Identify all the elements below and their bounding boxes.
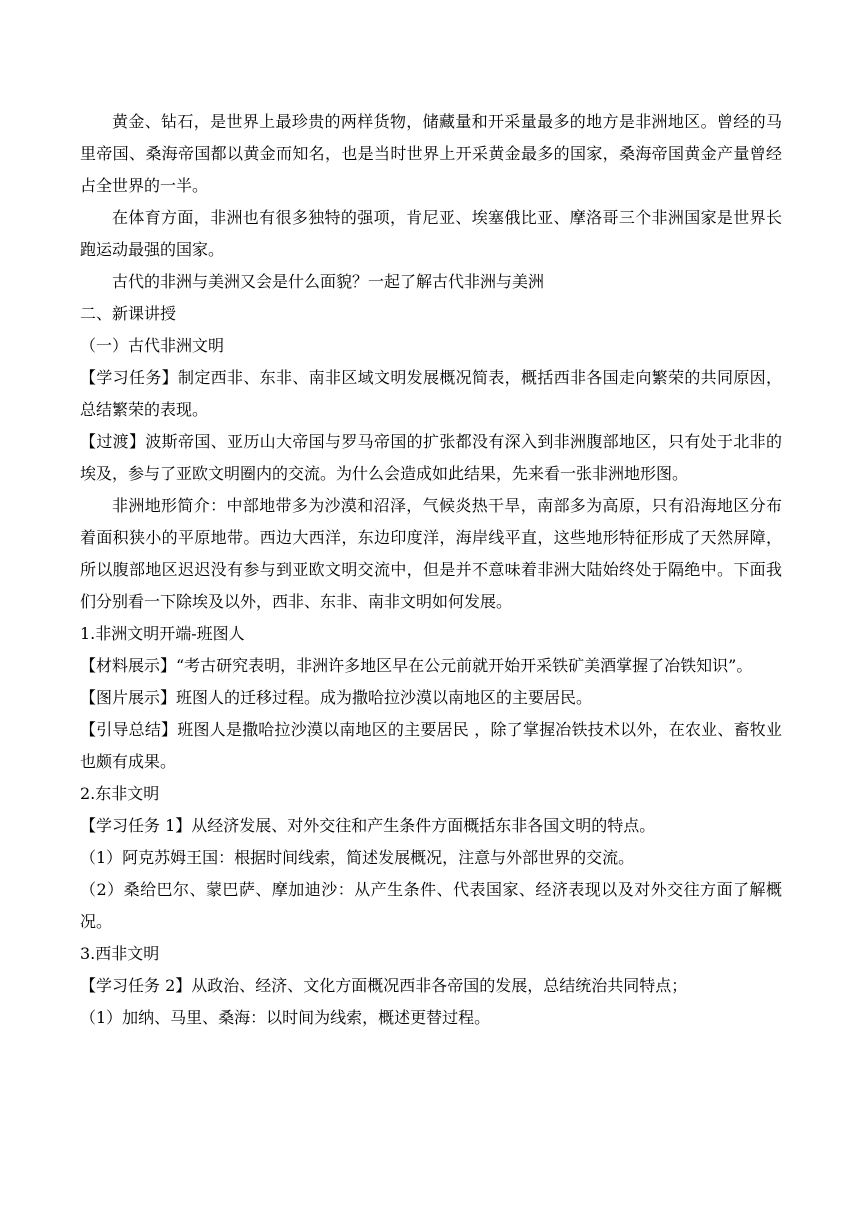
document-page: [80, 106, 782, 1034]
transition-paragraph: 【过渡】波斯帝国、亚历山大帝国与罗马帝国的扩张都没有深入到非洲腹部地区，只有处于北非的埃及，参与了亚欧文明圈内的交流。为什么会造成如此结果，先来看一张非洲地形图。: [80, 432, 782, 483]
intro-paragraph-gold: 黄金、钻石，是世界上最珍贵的两样货物，储藏量和开采量最多的地方是非洲地区。曾经的马里帝国、桑海帝国都以黄金而知名，也是当时世界上开采黄金最多的国家，桑海帝国黄金产量曾经占全世界的一半。: [80, 112, 782, 195]
section-heading-new-lesson: 二、新课讲授: [80, 304, 177, 323]
learning-task: 【学习任务】制定西非、东非、南非区域文明发展概况简表，概括西非各国走向繁荣的共同原因，总结繁荣的表现。: [80, 368, 782, 419]
learning-task-2: 【学习任务 2】从政治、经济、文化方面概况西非各帝国的发展，总结统治共同特点；: [80, 976, 688, 995]
picture-display: 【图片展示】班图人的迁移过程。成为撒哈拉沙漠以南地区的主要居民。: [80, 688, 593, 707]
intro-paragraph-question: 古代的非洲与美洲又会是什么面貌？一起了解古代非洲与美洲: [112, 272, 545, 291]
heading-bantu: 1.非洲文明开端-班图人: [80, 624, 245, 643]
list-item-zanzibar: （2）桑给巴尔、蒙巴萨、摩加迪沙：从产生条件、代表国家、经济表现以及对外交往方面了解概况。: [80, 880, 782, 931]
terrain-paragraph: 非洲地形简介：中部地带多为沙漠和沼泽，气候炎热干旱，南部多为高原，只有沿海地区分布着面积狭小的平原地带。西边大西洋，东边印度洋，海岸线平直，这些地形特征形成了天然屏障，所以腹部地区迟迟没有参与到亚欧文明交流中，但是并不意味着非洲大陆始终处于隔绝中。下面我们分别看一下除埃及以外，西非、东非、南非文明如何发展。: [80, 496, 782, 611]
guide-summary: 【引导总结】班图人是撒哈拉沙漠以南地区的主要居民 ，除了掌握冶铁技术以外，在农业、畜牧业也颇有成果。: [80, 720, 782, 771]
intro-paragraph-sports: 在体育方面，非洲也有很多独特的强项，肯尼亚、埃塞俄比亚、摩洛哥三个非洲国家是世界长跑运动最强的国家。: [80, 208, 782, 259]
heading-west-africa: 3.西非文明: [80, 944, 160, 963]
list-item-ghana-mali-songhai: （1）加纳、马里、桑海：以时间为线索，概述更替过程。: [80, 1008, 491, 1027]
learning-task-1: 【学习任务 1】从经济发展、对外交往和产生条件方面概括东非各国文明的特点。: [80, 816, 656, 835]
heading-east-africa: 2.东非文明: [80, 784, 160, 803]
material-display: 【材料展示】“考古研究表明，非洲许多地区早在公元前就开始开采铁矿美酒掌握了冶铁知识”。: [80, 656, 753, 675]
list-item-aksum: （1）阿克苏姆王国：根据时间线索，简述发展概况，注意与外部世界的交流。: [80, 848, 635, 867]
subsection-heading-africa: （一）古代非洲文明: [80, 336, 225, 355]
